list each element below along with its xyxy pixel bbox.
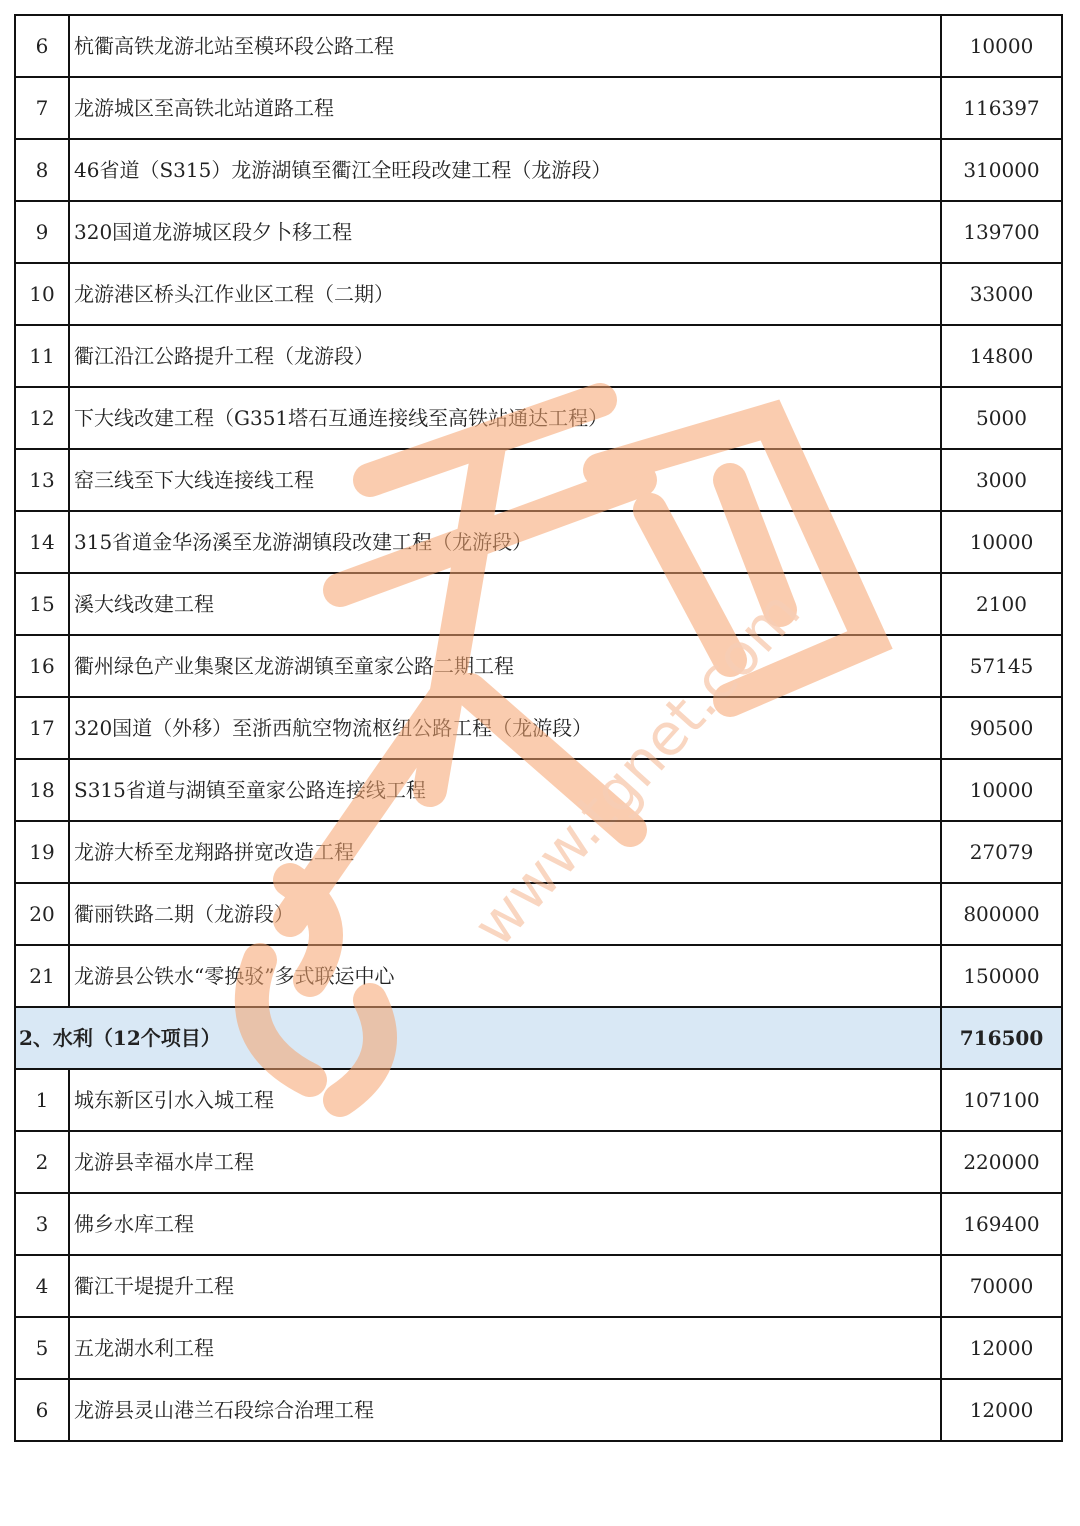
project-name: 46省道（S315）龙游湖镇至衢江全旺段改建工程（龙游段） (69, 139, 941, 201)
project-name: 五龙湖水利工程 (69, 1317, 941, 1379)
row-number: 16 (15, 635, 69, 697)
section-header-row (15, 1007, 1062, 1069)
row-number: 18 (15, 759, 69, 821)
row-number: 8 (15, 139, 69, 201)
project-name: 龙游港区桥头江作业区工程（二期） (69, 263, 941, 325)
project-name: 320国道龙游城区段夕卜移工程 (69, 201, 941, 263)
row-number: 4 (15, 1255, 69, 1317)
investment-value: 150000 (941, 945, 1062, 1007)
table-row (15, 1317, 1062, 1379)
table-row (15, 449, 1062, 511)
table-row (15, 387, 1062, 449)
table-row (15, 697, 1062, 759)
table-row (15, 945, 1062, 1007)
table-row (15, 511, 1062, 573)
project-name: 龙游县灵山港兰石段综合治理工程 (69, 1379, 941, 1441)
investment-value: 2100 (941, 573, 1062, 635)
project-name: 杭衢高铁龙游北站至模环段公路工程 (69, 15, 941, 77)
project-name: 衢江干堤提升工程 (69, 1255, 941, 1317)
investment-value: 800000 (941, 883, 1062, 945)
investment-value: 116397 (941, 77, 1062, 139)
table-row (15, 759, 1062, 821)
investment-value: 139700 (941, 201, 1062, 263)
row-number: 19 (15, 821, 69, 883)
project-name: 溪大线改建工程 (69, 573, 941, 635)
investment-value: 220000 (941, 1131, 1062, 1193)
table-row (15, 883, 1062, 945)
project-name: 龙游县公铁水“零换驳”多式联运中心 (69, 945, 941, 1007)
table-row (15, 1193, 1062, 1255)
project-name: 315省道金华汤溪至龙游湖镇段改建工程（龙游段） (69, 511, 941, 573)
investment-value: 310000 (941, 139, 1062, 201)
row-number: 1 (15, 1069, 69, 1131)
investment-value: 33000 (941, 263, 1062, 325)
investment-value: 3000 (941, 449, 1062, 511)
project-table-body (15, 15, 1062, 1441)
table-row (15, 635, 1062, 697)
table-row (15, 1131, 1062, 1193)
project-name: 衢丽铁路二期（龙游段） (69, 883, 941, 945)
investment-value: 14800 (941, 325, 1062, 387)
row-number: 12 (15, 387, 69, 449)
table-row (15, 201, 1062, 263)
investment-value: 12000 (941, 1379, 1062, 1441)
row-number: 2 (15, 1131, 69, 1193)
row-number: 17 (15, 697, 69, 759)
table-row (15, 15, 1062, 77)
row-number: 11 (15, 325, 69, 387)
project-name: S315省道与湖镇至童家公路连接线工程 (69, 759, 941, 821)
row-number: 6 (15, 1379, 69, 1441)
project-table (14, 14, 1063, 1442)
investment-value: 10000 (941, 15, 1062, 77)
project-name: 龙游大桥至龙翔路拼宽改造工程 (69, 821, 941, 883)
investment-value: 169400 (941, 1193, 1062, 1255)
row-number: 9 (15, 201, 69, 263)
table-row (15, 821, 1062, 883)
table-row (15, 139, 1062, 201)
row-number: 14 (15, 511, 69, 573)
table-row (15, 1069, 1062, 1131)
watermark-text: www.tgnet.com (459, 577, 814, 960)
project-name: 佛乡水库工程 (69, 1193, 941, 1255)
project-name: 衢州绿色产业集聚区龙游湖镇至童家公路二期工程 (69, 635, 941, 697)
project-name: 城东新区引水入城工程 (69, 1069, 941, 1131)
project-name: 320国道（外移）至浙西航空物流枢纽公路工程（龙游段） (69, 697, 941, 759)
section-title: 2、水利（12个项目） (15, 1007, 941, 1069)
investment-value: 90500 (941, 697, 1062, 759)
project-name: 龙游城区至高铁北站道路工程 (69, 77, 941, 139)
investment-value: 107100 (941, 1069, 1062, 1131)
table-row (15, 1379, 1062, 1441)
investment-value: 12000 (941, 1317, 1062, 1379)
investment-value: 10000 (941, 759, 1062, 821)
project-table-container (14, 14, 1063, 1442)
row-number: 5 (15, 1317, 69, 1379)
project-name: 窑三线至下大线连接线工程 (69, 449, 941, 511)
row-number: 21 (15, 945, 69, 1007)
table-row (15, 263, 1062, 325)
investment-value: 57145 (941, 635, 1062, 697)
row-number: 15 (15, 573, 69, 635)
investment-value: 5000 (941, 387, 1062, 449)
row-number: 13 (15, 449, 69, 511)
investment-value: 10000 (941, 511, 1062, 573)
row-number: 7 (15, 77, 69, 139)
investment-value: 27079 (941, 821, 1062, 883)
project-name: 龙游县幸福水岸工程 (69, 1131, 941, 1193)
table-row (15, 1255, 1062, 1317)
row-number: 20 (15, 883, 69, 945)
row-number: 6 (15, 15, 69, 77)
investment-value: 70000 (941, 1255, 1062, 1317)
table-row (15, 325, 1062, 387)
row-number: 3 (15, 1193, 69, 1255)
table-row (15, 77, 1062, 139)
row-number: 10 (15, 263, 69, 325)
project-name: 衢江沿江公路提升工程（龙游段） (69, 325, 941, 387)
section-total: 716500 (941, 1007, 1062, 1069)
table-row (15, 573, 1062, 635)
project-name: 下大线改建工程（G351塔石互通连接线至高铁站通达工程） (69, 387, 941, 449)
